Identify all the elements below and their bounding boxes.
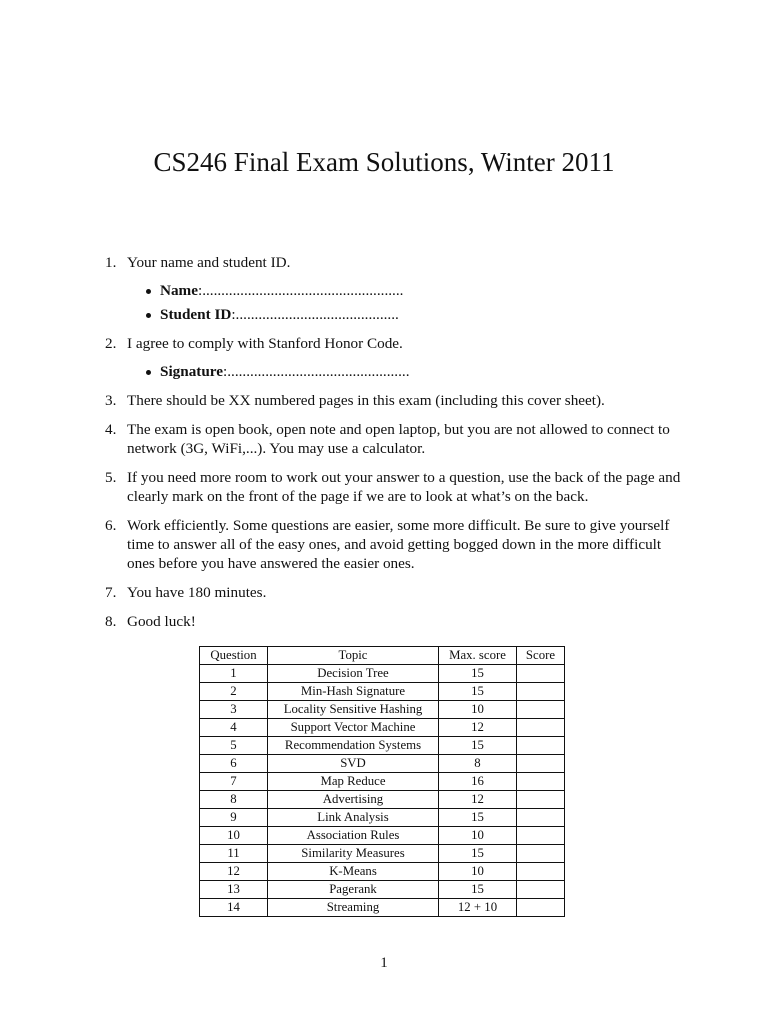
max-score-cell: 12: [439, 719, 517, 737]
topic-cell: SVD: [268, 755, 439, 773]
table-row: [200, 809, 565, 827]
question-cell: 6: [200, 755, 268, 773]
item-number: 8.: [105, 613, 117, 630]
question-cell: 3: [200, 701, 268, 719]
table-header-row: [200, 647, 565, 665]
question-cell: 7: [200, 773, 268, 791]
student-id-field: [160, 305, 687, 324]
item-text: The exam is open book, open note and open laptop, but you are not allowed to connect to network (3G, WiFi,...). You may use a calculator.: [127, 421, 670, 457]
topic-cell: Map Reduce: [268, 773, 439, 791]
signature-blank: :................................................: [223, 363, 410, 380]
score-cell: [517, 683, 565, 701]
max-score-cell: 15: [439, 809, 517, 827]
score-cell: [517, 827, 565, 845]
item-number: 2.: [105, 335, 117, 352]
max-score-cell: 10: [439, 863, 517, 881]
item-number: 4.: [105, 421, 117, 438]
item-text: Work efficiently. Some questions are easier, some more difficult. Be sure to give yourself time to answer all of the easy ones, and avoid getting bogged down in the more difficult ones before you have answered the easier ones.: [127, 517, 670, 572]
column-header-topic: Topic: [268, 647, 439, 665]
signature-label: Signature: [160, 363, 224, 380]
topic-cell: Min-Hash Signature: [268, 683, 439, 701]
table-row: [200, 881, 565, 899]
score-cell: [517, 899, 565, 917]
id-fields: [127, 281, 687, 324]
item-text: I agree to comply with Stanford Honor Code.: [127, 335, 403, 352]
item-text: If you need more room to work out your answer to a question, use the back of the page and clearly mark on the front of the page if we are to look at what’s on the back.: [127, 469, 681, 505]
topic-cell: Pagerank: [268, 881, 439, 899]
score-cell: [517, 755, 565, 773]
table-row: [200, 701, 565, 719]
table-row: [200, 737, 565, 755]
question-cell: 8: [200, 791, 268, 809]
topic-cell: K-Means: [268, 863, 439, 881]
name-blank: :.....................................................: [197, 282, 404, 299]
max-score-cell: 15: [439, 665, 517, 683]
item-number: 3.: [105, 392, 117, 409]
topic-cell: Support Vector Machine: [268, 719, 439, 737]
score-table-body: [200, 665, 565, 917]
item-text: There should be XX numbered pages in this exam (including this cover sheet).: [127, 392, 605, 409]
instructions-list: [105, 253, 687, 641]
max-score-cell: 15: [439, 881, 517, 899]
question-cell: 14: [200, 899, 268, 917]
column-header-score: Score: [517, 647, 565, 665]
score-cell: [517, 665, 565, 683]
topic-cell: Link Analysis: [268, 809, 439, 827]
topic-cell: Decision Tree: [268, 665, 439, 683]
question-cell: 12: [200, 863, 268, 881]
max-score-cell: 12: [439, 791, 517, 809]
question-cell: 2: [200, 683, 268, 701]
item-number: 6.: [105, 517, 117, 534]
item-text: You have 180 minutes.: [127, 584, 267, 601]
topic-cell: Advertising: [268, 791, 439, 809]
topic-cell: Recommendation Systems: [268, 737, 439, 755]
max-score-cell: 12 + 10: [439, 899, 517, 917]
table-row: [200, 773, 565, 791]
question-cell: 11: [200, 845, 268, 863]
item-text: Your name and student ID.: [127, 254, 291, 271]
score-cell: [517, 881, 565, 899]
score-cell: [517, 809, 565, 827]
list-item: [105, 253, 687, 324]
item-number: 7.: [105, 584, 117, 601]
table-row: [200, 683, 565, 701]
score-cell: [517, 701, 565, 719]
table-row: [200, 845, 565, 863]
question-cell: 4: [200, 719, 268, 737]
question-cell: 13: [200, 881, 268, 899]
page-number: 1: [380, 955, 388, 971]
max-score-cell: 16: [439, 773, 517, 791]
score-cell: [517, 773, 565, 791]
name-label: Name: [160, 282, 198, 299]
table-row: [200, 755, 565, 773]
signature-field: [160, 362, 687, 381]
max-score-cell: 10: [439, 827, 517, 845]
score-cell: [517, 845, 565, 863]
name-field: [160, 281, 687, 300]
item-number: 1.: [105, 254, 117, 271]
item-number: 5.: [105, 469, 117, 486]
list-item: [105, 583, 687, 602]
topic-cell: Streaming: [268, 899, 439, 917]
max-score-cell: 10: [439, 701, 517, 719]
table-row: [200, 791, 565, 809]
question-cell: 1: [200, 665, 268, 683]
table-row: [200, 665, 565, 683]
student-id-label: Student ID: [160, 306, 232, 323]
question-cell: 10: [200, 827, 268, 845]
question-cell: 5: [200, 737, 268, 755]
signature-fields: [127, 362, 687, 381]
column-header-question: Question: [200, 647, 268, 665]
question-cell: 9: [200, 809, 268, 827]
column-header-max-score: Max. score: [439, 647, 517, 665]
list-item: [105, 334, 687, 381]
item-text: Good luck!: [127, 613, 196, 630]
score-cell: [517, 863, 565, 881]
table-row: [200, 719, 565, 737]
table-row: [200, 827, 565, 845]
table-row: [200, 899, 565, 917]
list-item: [105, 612, 687, 631]
table-row: [200, 863, 565, 881]
max-score-cell: 15: [439, 683, 517, 701]
list-item: [105, 420, 687, 458]
student-id-blank: :...........................................: [231, 306, 399, 323]
topic-cell: Association Rules: [268, 827, 439, 845]
list-item: [105, 516, 687, 573]
score-table: [199, 646, 565, 917]
list-item: [105, 391, 687, 410]
score-cell: [517, 791, 565, 809]
max-score-cell: 15: [439, 845, 517, 863]
topic-cell: Locality Sensitive Hashing: [268, 701, 439, 719]
max-score-cell: 15: [439, 737, 517, 755]
topic-cell: Similarity Measures: [268, 845, 439, 863]
list-item: [105, 468, 687, 506]
max-score-cell: 8: [439, 755, 517, 773]
page-title: CS246 Final Exam Solutions, Winter 2011: [153, 147, 615, 177]
score-cell: [517, 737, 565, 755]
score-cell: [517, 719, 565, 737]
